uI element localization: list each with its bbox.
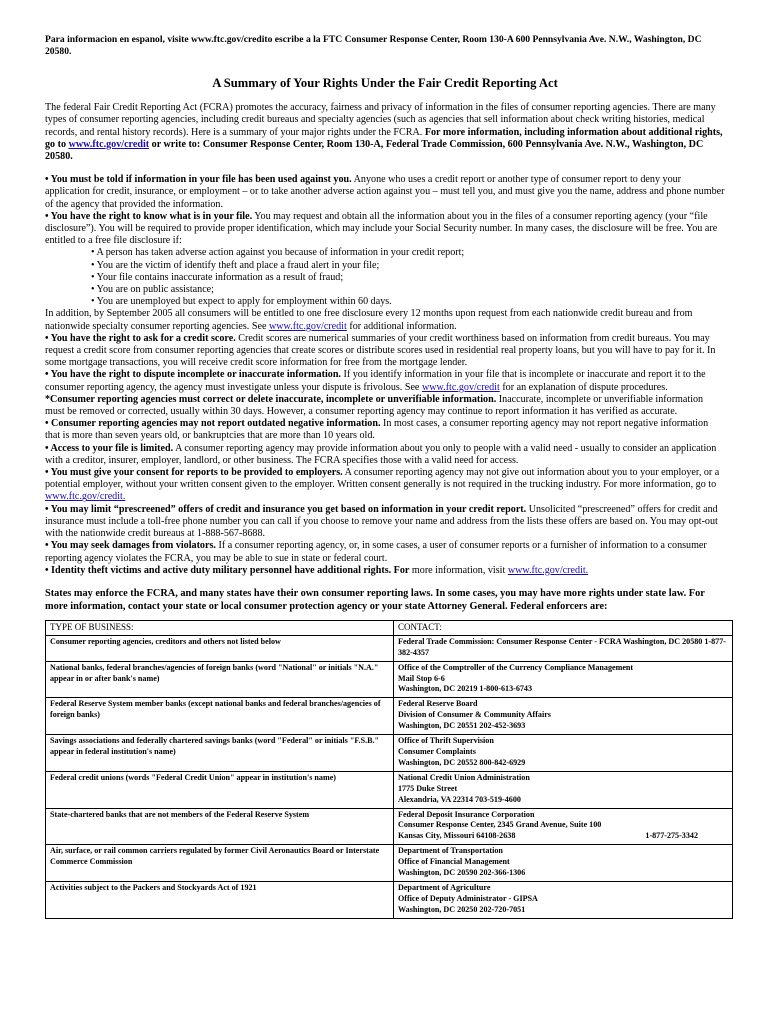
federal-enforcers-table (45, 620, 733, 919)
right-text: Unsolicited “prescreened” offers for credit and insurance must include a toll-free phone number you can call if you choose to remove your name and address from the lists these offers are based on. You may opt-out with the nationwide credit bureaus at 1-888-567-8688. (45, 503, 718, 540)
document-title: A Summary of Your Rights Under the Fair Credit Reporting Act (212, 76, 558, 91)
contact-line: Washington, DC 20250 202-720-7051 (398, 904, 526, 914)
contact-phone: 1-877-275-3342 (645, 831, 698, 841)
right-heading: *Consumer reporting agencies must correct or delete inaccurate, incomplete or unverifiable information. (45, 393, 497, 405)
contact-line: Washington, DC 20552 800-842-6929 (398, 757, 526, 767)
right-text: Inaccurate, incomplete or unverifiable information must be removed or corrected, usually within 30 days. However, a consumer reporting agency may continue to report information it has verified as accurate. (45, 393, 704, 418)
header-type-of-business: TYPE OF BUSINESS: (46, 620, 394, 635)
table-row (46, 845, 733, 882)
right-heading: • Identity theft victims and active duty military personnel have additional rights. For (45, 564, 410, 576)
business-cell: National banks, federal branches/agencies of foreign banks (word "National" or initials "N.A." appear in or after bank's name) (46, 661, 394, 698)
right-heading: • You may limit “prescreened” offers of credit and insurance you get based on information in your credit report. (45, 503, 527, 515)
right-told-if-used (45, 174, 725, 211)
right-heading: • You must give your consent for reports to be provided to employers. (45, 467, 343, 479)
contact-line (398, 831, 728, 842)
intro-paragraph (45, 102, 725, 163)
right-identity-theft (45, 565, 725, 577)
contact-cell (394, 845, 733, 882)
table-row (46, 735, 733, 772)
right-employer-consent (45, 467, 725, 504)
contact-line: Office of Financial Management (398, 857, 510, 867)
contact-line: Mail Stop 6-6 (398, 673, 445, 683)
contact-line: Washington, DC 20219 1-800-613-6743 (398, 684, 533, 694)
contact-address: Kansas City, Missouri 64108-2638 (398, 831, 516, 841)
contact-cell (394, 661, 733, 698)
business-cell: Consumer reporting agencies, creditors and others not listed below (46, 635, 394, 661)
contact-line: 1775 Duke Street (398, 783, 458, 793)
right-text: If you identify information in your file that is incomplete or inaccurate and report it to the consumer reporting agency, the agency must investigate unless your dispute is frivolous. See (45, 369, 706, 393)
contact-line: Alexandria, VA 22314 703-519-4600 (398, 794, 521, 804)
spanish-info-note: Para informacion en espanol, visite www.ftc.gov/credito escribe a la FTC Consumer Response Center, Room 130-A 600 Pennsylvania Ave. N.W., Washington, DC 20580. (45, 34, 702, 57)
right-heading: • Consumer reporting agencies may not report outdated negative information. (45, 418, 381, 430)
contact-line: National Credit Union Administration (398, 772, 530, 782)
contact-line: Federal Reserve Board (398, 699, 478, 709)
contact-line: Office of Thrift Supervision (398, 736, 494, 746)
contact-line: Office of the Comptroller of the Currency Compliance Management (398, 662, 634, 672)
right-text: A consumer reporting agency may not give out information about you to your employer, or a potential employer, without your written consent given to the employer. Written consent generally is not required in the trucking industry. For more information, go to (45, 467, 720, 491)
right-text: Credit scores are numerical summaries of your credit worthiness based on information from credit bureaus. You may request a credit score from consumer reporting agencies that create scores or distribute scores used in residential real property loans, but you will have to pay for it. In some mortgage transactions, you will receive credit score information for free from the mortgage lender. (45, 332, 716, 369)
right-limited-access (45, 443, 725, 467)
contact-cell (394, 698, 733, 735)
right-text: for additional information. (349, 320, 457, 332)
business-cell: Activities subject to the Packers and Stockyards Act of 1921 (46, 881, 394, 918)
business-cell: State-chartered banks that are not members of the Federal Reserve System (46, 808, 394, 845)
rights-list (45, 174, 725, 577)
business-cell: Savings associations and federally chartered savings banks (word "Federal" or initials "F.S.B." appear in federal institution's name) (46, 735, 394, 772)
contact-line: Department of Transportation (398, 846, 503, 856)
business-cell: Federal credit unions (words "Federal Credit Union" appear in institution's name) (46, 771, 394, 808)
right-correct-delete (45, 394, 725, 418)
header-contact: CONTACT: (394, 620, 733, 635)
right-heading: • You have the right to dispute incomplete or inaccurate information. (45, 369, 341, 381)
free-disclosure-item: • A person has taken adverse action against you because of information in your credit report; (91, 247, 465, 259)
right-text: In addition, by September 2005 all consumers will be entitled to one free disclosure every 12 months upon request from each nationwide credit bureau and from nationwide specialty consumer reporting agencies. See (45, 308, 693, 332)
right-text: Anyone who uses a credit report or another type of consumer report to deny your application for credit, insurance, or employment – or to take another adverse action against you – must tell you, and must give you the name, address and phone number of the agency that provided the information. (45, 174, 725, 210)
ftc-credit-link[interactable]: www.ftc.gov/credit (421, 381, 500, 393)
intro-text: The federal Fair Credit Reporting Act (FCRA) promotes the accuracy, fairness and privacy of information in the files of consumer reporting agencies. There are many types of consumer reporting agencies, including credit bureaus and specialty agencies (such as agencies that sell information about check writing histories, medical records, and rental history records). Here is a summary of your major rights under the FCRA. (45, 102, 716, 138)
right-credit-score (45, 333, 725, 370)
table-row (46, 661, 733, 698)
table-header-row (46, 620, 733, 635)
contact-cell (394, 771, 733, 808)
business-cell: Federal Reserve System member banks (except national banks and federal branches/agencies of foreign banks) (46, 698, 394, 735)
ftc-credit-link[interactable]: www.ftc.gov/credit. (45, 491, 126, 503)
free-disclosure-item: • Your file contains inaccurate information as a result of fraud; (91, 271, 344, 283)
free-disclosure-addendum (45, 308, 725, 332)
contact-cell (394, 808, 733, 845)
contact-line: Consumer Response Center, 2345 Grand Avenue, Suite 100 (398, 820, 602, 830)
contact-cell (394, 635, 733, 661)
right-dispute (45, 369, 725, 393)
contact-cell (394, 735, 733, 772)
intro-ftc-link[interactable]: www.ftc.gov/credit (68, 138, 150, 150)
right-heading: • You must be told if information in your file has been used against you. (45, 174, 352, 186)
ftc-credit-link[interactable]: www.ftc.gov/credit. (507, 564, 589, 576)
contact-line: Washington, DC 20590 202-366-1306 (398, 868, 526, 878)
table-row (46, 771, 733, 808)
right-text: You may request and obtain all the information about you in the files of a consumer reporting agency (your “file disclosure”). You will be required to provide proper identification, which may include your Social Security number. In many cases, the disclosure will be free. You are entitled to a free file disclosure if: (45, 210, 718, 247)
contact-line: Department of Agriculture (398, 882, 491, 892)
contact-cell (394, 881, 733, 918)
right-text: In most cases, a consumer reporting agency may not report negative information that is more than seven years old, or bankruptcies that are more than 10 years old. (45, 418, 709, 442)
states-enforcement-note: States may enforce the FCRA, and many states have their own consumer reporting laws. In some cases, you may have more rights under state law. For more information, contact your state or local consumer protection agency or your state Attorney General. Federal enforcers are: (45, 587, 705, 613)
table-row (46, 881, 733, 918)
intro-bold-b: or write to: Consumer Response Center, Room 130-A, Federal Trade Commission, 600 Pennsylvania Ave. N.W., Washington, DC 20580. (45, 138, 704, 162)
right-heading: • You may seek damages from violators. (45, 540, 216, 552)
right-text: more information, visit (411, 564, 506, 576)
table-row (46, 698, 733, 735)
contact-line: Federal Deposit Insurance Corporation (398, 809, 535, 819)
free-disclosure-item: • You are unemployed but expect to apply for employment within 60 days. (91, 296, 392, 308)
right-text: If a consumer reporting agency, or, in some cases, a user of consumer reports or a furnisher of information to a consumer reporting agency violates the FCRA, you may be able to sue in state or federal court. (45, 540, 707, 564)
table-row (46, 808, 733, 845)
right-outdated-info (45, 418, 725, 442)
table-row (46, 635, 733, 661)
right-heading: • Access to your file is limited. (45, 442, 174, 454)
contact-line: Washington, DC 20551 202-452-3693 (398, 721, 526, 731)
right-seek-damages (45, 540, 725, 564)
ftc-credit-link[interactable]: www.ftc.gov/credit (268, 320, 347, 332)
right-heading: • You have the right to ask for a credit score. (45, 332, 236, 344)
right-text: A consumer reporting agency may provide information about you only to people with a valid need - usually to consider an application with a creditor, insurer, employer, landlord, or other business. The FCRA specifies those with a valid need for access. (45, 442, 717, 466)
right-prescreened-offers (45, 504, 725, 541)
free-disclosure-item: • You are the victim of identify theft and place a fraud alert in your file; (91, 259, 380, 271)
right-heading: • You have the right to know what is in your file. (45, 210, 253, 222)
contact-line: Division of Consumer & Community Affairs (398, 710, 551, 720)
business-cell: Air, surface, or rail common carriers regulated by former Civil Aeronautics Board or Interstate Commerce Commission (46, 845, 394, 882)
contact-line: Office of Deputy Administrator - GIPSA (398, 893, 538, 903)
contact-line: Federal Trade Commission: Consumer Response Center - FCRA Washington, DC 20580 1-877-382-4357 (398, 636, 726, 657)
free-disclosure-item: • You are on public assistance; (91, 284, 214, 296)
right-know-file (45, 211, 725, 248)
contact-line: Consumer Complaints (398, 746, 476, 756)
right-text: for an explanation of dispute procedures. (502, 381, 668, 393)
intro-bold-a: For more information, including information about additional rights, go to (45, 126, 723, 150)
